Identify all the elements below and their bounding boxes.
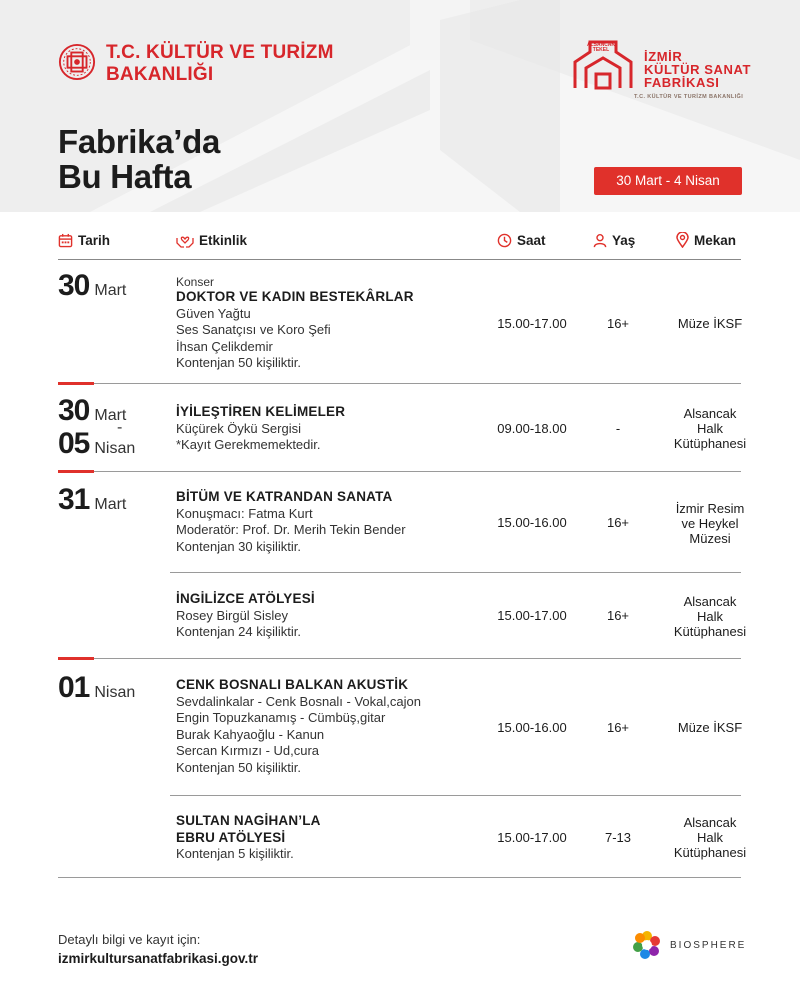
event-title: DOKTOR VE KADIN BESTEKÂRLAR [176, 289, 414, 304]
column-header-tarih [58, 230, 110, 250]
date-31-mart [58, 484, 126, 516]
event-venue-line: Halk [696, 830, 723, 845]
date-month: Nisan [94, 440, 136, 457]
event-venue: Müze İKSF [677, 316, 743, 331]
event-detail: Burak Kahyaoğlu - Kanun [176, 726, 325, 742]
event-time: 15.00-16.00 [497, 720, 567, 735]
event-venue [656, 406, 764, 451]
biosphere-flower-icon [632, 930, 662, 960]
event-detail: *Kayıt Gerekmemektedir. [176, 437, 321, 452]
header-divider [58, 259, 741, 260]
event-detail: İhsan Çelikdemir [176, 338, 273, 354]
event-venue: Müze İKSF [677, 720, 743, 735]
event-venue-line: ve Heykel [681, 516, 739, 531]
tekel-bottom-label: TEKEL [592, 47, 610, 53]
footer-website-link[interactable]: izmirkultursanatfabrikasi.gov.tr [58, 951, 259, 966]
calendar-icon [58, 233, 73, 248]
event-age: - [615, 421, 621, 436]
event-venue-line: Kütüphanesi [673, 436, 747, 451]
event-bitum-ve-katrandan-sanata [176, 489, 406, 555]
column-label-mekan: Mekan [694, 232, 737, 248]
event-venue-line: İzmir Resim [675, 501, 745, 516]
event-age: 7-13 [604, 830, 632, 845]
date-day: 30 [58, 269, 90, 302]
row-divider [58, 877, 741, 878]
event-venue-line: Alsancak [683, 594, 737, 609]
page-title-line2: Bu Hafta [58, 158, 192, 195]
event-age: 16+ [606, 720, 630, 735]
event-detail: Güven Yağtu [176, 305, 251, 321]
event-cenk-bosnali-balkan-akustik [176, 677, 421, 776]
date-day: 05 [58, 427, 90, 460]
location-pin-icon [676, 232, 689, 248]
date-accent-bar [58, 382, 94, 385]
biosphere-logo [632, 930, 746, 960]
event-venue-line: Kütüphanesi [673, 845, 747, 860]
event-detail: Kontenjan 30 kişiliktir. [176, 538, 302, 554]
event-detail: Sercan Kırmızı - Ud,cura [176, 743, 320, 758]
footer-info-text: Detaylı bilgi ve kayıt için: [58, 932, 201, 947]
event-title: CENK BOSNALI BALKAN AKUSTİK [176, 677, 409, 692]
event-doktor-kadin-bestekarlar [176, 276, 414, 372]
fabrika-subtitle: T.C. KÜLTÜR VE TURİZM BAKANLIĞI [634, 94, 744, 100]
date-day: 31 [58, 483, 90, 516]
column-header-saat [497, 230, 546, 250]
event-detail: Kontenjan 24 kişiliktir. [176, 624, 302, 639]
event-detail: Küçürek Öykü Sergisi [176, 420, 301, 436]
clock-icon [497, 233, 512, 248]
page-title-line1: Fabrika’da [58, 123, 221, 160]
hero-banner [0, 0, 800, 212]
date-accent-bar [58, 470, 94, 473]
event-venue-line: Alsancak [683, 406, 737, 421]
event-title: EBRU ATÖLYESİ [176, 829, 286, 845]
fabrika-name-line2: KÜLTÜR SANAT [644, 62, 752, 77]
event-time: 15.00-17.00 [497, 316, 567, 331]
event-age: 16+ [606, 316, 630, 331]
person-icon [593, 233, 607, 248]
event-detail: Rosey Birgül Sisley [176, 607, 288, 623]
fabrika-logo [572, 40, 751, 100]
event-venue [656, 501, 764, 546]
date-01-nisan [58, 672, 135, 704]
event-title: SULTAN NAGİHAN’LA [176, 813, 321, 828]
event-time: 15.00-17.00 [497, 830, 567, 845]
event-age: 16+ [606, 608, 630, 623]
fabrika-name-line3: FABRİKASI [644, 75, 720, 90]
event-iyilestiren-kelimeler [176, 404, 345, 454]
row-divider [170, 572, 741, 573]
date-range-badge: 30 Mart - 4 Nisan [594, 167, 742, 195]
column-header-etkinlik [176, 230, 247, 250]
event-sultan-nagihanla-ebru-atolyesi [176, 813, 321, 863]
table-header [0, 230, 800, 252]
date-month: Mart [94, 407, 127, 424]
event-title: İNGİLİZCE ATÖLYESİ [176, 591, 315, 606]
date-day: 30 [58, 394, 90, 427]
event-type: Konser [176, 275, 215, 289]
event-venue [656, 815, 764, 860]
event-title: İYİLEŞTİREN KELİMELER [176, 404, 346, 419]
event-detail: Kontenjan 50 kişiliktir. [176, 355, 302, 370]
date-month: Mart [94, 282, 127, 299]
event-time: 15.00-17.00 [497, 608, 567, 623]
column-header-mekan [676, 230, 736, 250]
date-30-mart [58, 270, 126, 302]
event-title: BİTÜM VE KATRANDAN SANATA [176, 489, 393, 504]
event-detail: Sevdalinkalar - Cenk Bosnalı - Vokal,cajon [176, 693, 421, 709]
date-day: 01 [58, 671, 90, 704]
event-time: 15.00-16.00 [497, 515, 567, 530]
row-divider [58, 383, 741, 384]
biosphere-label: BIOSPHERE [670, 939, 747, 951]
row-divider [170, 795, 741, 796]
hands-heart-icon [176, 233, 194, 248]
event-venue-line: Kütüphanesi [673, 624, 747, 639]
column-label-saat: Saat [517, 232, 546, 248]
date-dash: - [117, 419, 123, 436]
event-venue-line: Alsancak [683, 815, 737, 830]
event-time: 09.00-18.00 [497, 421, 567, 436]
event-detail: Konuşmacı: Fatma Kurt [176, 505, 313, 521]
column-header-yas [593, 230, 635, 250]
event-detail: Engin Topuzkanamış - Cümbüş,gitar [176, 710, 386, 725]
ministry-name-line2: BAKANLIĞI [106, 64, 214, 85]
event-venue-line: Halk [696, 609, 723, 624]
event-detail: Moderatör: Prof. Dr. Merih Tekin Bender [176, 522, 406, 537]
date-05-nisan-range-end [58, 428, 135, 460]
date-month: Nisan [94, 684, 136, 701]
event-venue-line: Müzesi [689, 531, 731, 546]
ministry-logo [58, 42, 334, 86]
row-divider [58, 658, 741, 659]
row-divider [58, 471, 741, 472]
date-accent-bar [58, 657, 94, 660]
event-venue-line: Halk [696, 421, 723, 436]
event-detail: Ses Sanatçısı ve Koro Şefi [176, 322, 331, 337]
ministry-name-line1: T.C. KÜLTÜR VE TURİZM [106, 42, 334, 63]
ministry-emblem-icon [58, 43, 96, 81]
footer-info [58, 930, 258, 968]
event-detail: Kontenjan 50 kişiliktir. [176, 759, 302, 775]
tekel-top-label: ALSANCAK [586, 42, 616, 48]
event-ingilizce-atolyesi [176, 591, 315, 641]
column-label-tarih: Tarih [78, 232, 111, 248]
date-month: Mart [94, 496, 127, 513]
page-title [58, 124, 220, 194]
column-label-yas: Yaş [612, 232, 636, 248]
event-venue [656, 594, 764, 639]
event-age: 16+ [606, 515, 630, 530]
fabrika-name-line1: İZMİR [644, 49, 683, 64]
column-label-etkinlik: Etkinlik [199, 232, 248, 248]
event-detail: Kontenjan 5 kişiliktir. [176, 846, 294, 861]
